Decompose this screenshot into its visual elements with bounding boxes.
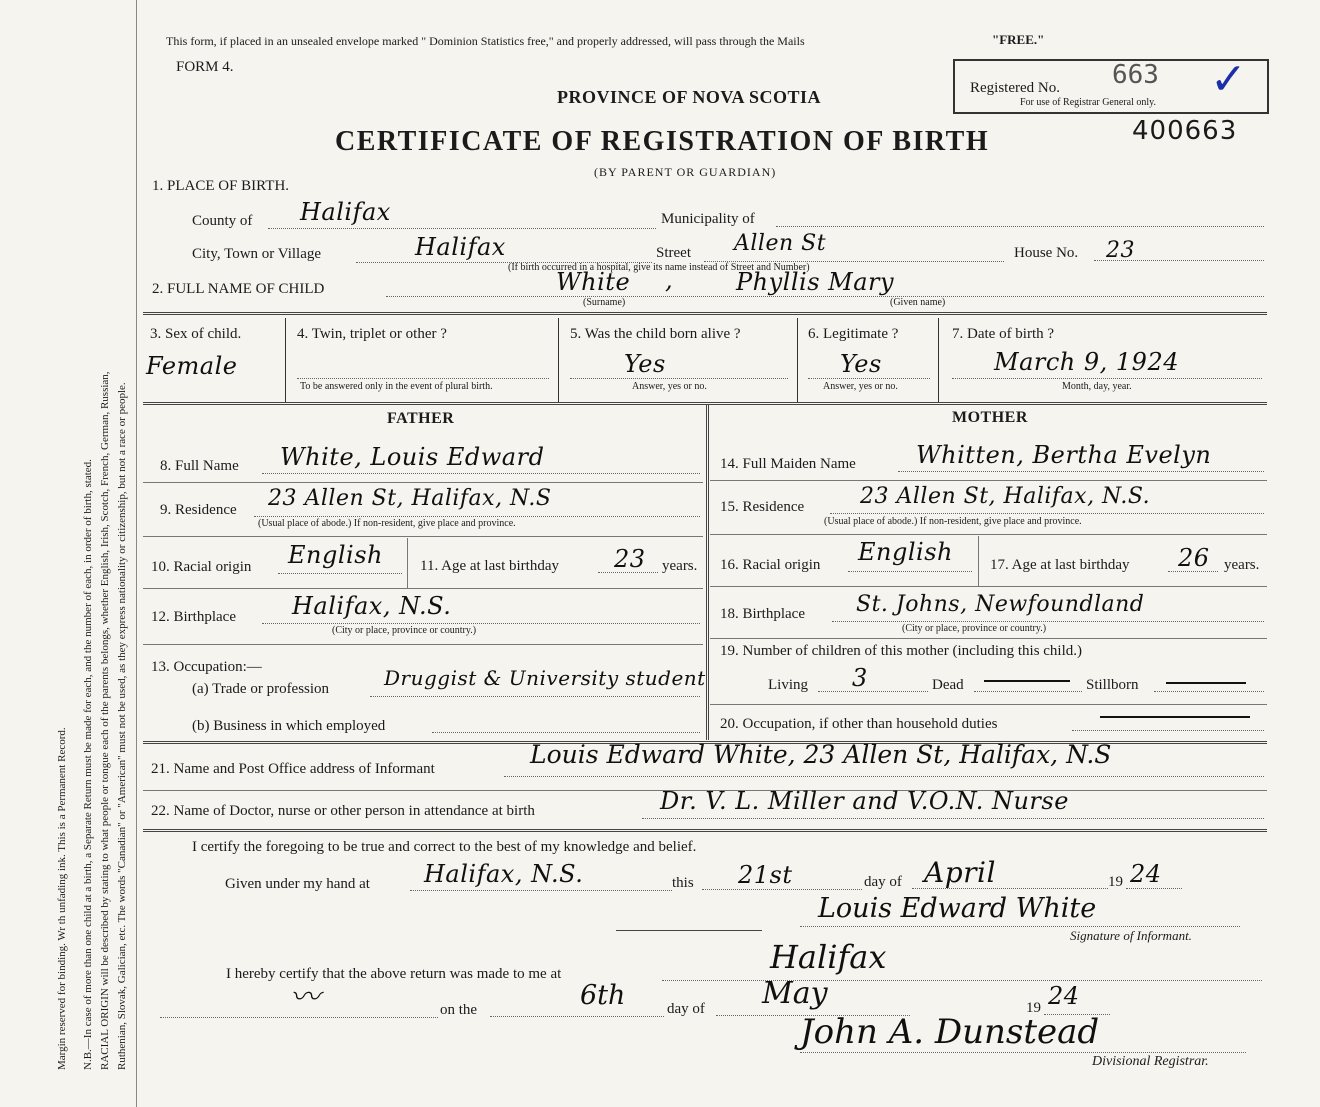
margin-note-racial-origin: RACIAL ORIGIN will be described by stating to what people or tongue each of the parents belongs, whether English, Irish, Scotch, French, German, Russian,: [99, 371, 111, 1070]
registrar-year: 24: [1048, 982, 1080, 1010]
dob-label: 7. Date of birth ?: [952, 326, 1055, 342]
father-res-note: (Usual place of abode.) If non-resident, give place and province.: [258, 518, 516, 529]
form-number: FORM 4.: [176, 59, 234, 75]
doctor-line: [642, 818, 1264, 819]
given-line: [410, 890, 672, 891]
mother-race-divider: [978, 536, 979, 586]
legitimate-label: 6. Legitimate ?: [808, 326, 899, 342]
father-res-label: 9. Residence: [160, 502, 237, 518]
col-divider-3: [285, 318, 286, 402]
twin-note: To be answered only in the event of plural birth.: [300, 381, 493, 392]
county-value: Halifax: [300, 198, 391, 226]
dob-note: Month, day, year.: [1062, 381, 1132, 392]
place-heading: 1. PLACE OF BIRTH.: [152, 178, 290, 194]
child-name-comma: ,: [665, 266, 674, 294]
legitimate-note: Answer, yes or no.: [823, 381, 898, 392]
row-line-f3: [143, 588, 703, 589]
mother-heading: MOTHER: [952, 409, 1028, 426]
mother-name-label: 14. Full Maiden Name: [720, 456, 856, 472]
row-line-m5: [710, 704, 1267, 705]
mother-years: years.: [1224, 557, 1260, 573]
doctor-label: 22. Name of Doctor, nurse or other person in attendance at birth: [151, 803, 535, 819]
dead-line: [974, 691, 1082, 692]
given-place: Halifax, N.S.: [424, 860, 584, 888]
trade-line: [370, 696, 700, 697]
father-bp-line: [262, 623, 700, 624]
on-the-label: on the: [440, 1002, 478, 1018]
trade-value: Druggist & University student: [384, 666, 706, 690]
mother-res-note: (Usual place of abode.) If non-resident, give place and province.: [824, 516, 1082, 527]
divider-4: [143, 829, 1267, 832]
row-line-f1: [143, 482, 703, 483]
house-label: House No.: [1014, 245, 1079, 261]
signature-line: [616, 930, 762, 931]
business-line: [432, 732, 700, 733]
father-bp-note: (City or place, province or country.): [332, 625, 477, 636]
registrar-sig-line: [800, 1052, 1246, 1053]
certify-statement: I certify the foregoing to be true and correct to the best of my knowledge and belief.: [192, 839, 697, 855]
row-line-m3: [710, 586, 1267, 587]
margin-note-binding: Margin reserved for binding. Wr th unfading ink. This is a Permanent Record.: [56, 727, 68, 1070]
alive-value: Yes: [624, 350, 666, 378]
year-line: [1126, 888, 1182, 889]
certificate-title: CERTIFICATE OF REGISTRATION OF BIRTH: [335, 126, 990, 157]
father-res-line: [254, 516, 700, 517]
mother-occ-label: 20. Occupation, if other than household duties: [720, 716, 998, 732]
postal-free: "FREE.": [992, 32, 1045, 47]
signature-dots: [800, 926, 1240, 927]
informant-signature: Louis Edward White: [818, 893, 1097, 924]
registrar-label: Divisional Registrar.: [1092, 1054, 1209, 1069]
col-divider-4: [558, 318, 559, 402]
dayof-label: day of: [864, 874, 902, 890]
legitimate-line: [808, 378, 930, 379]
father-years: years.: [662, 558, 698, 574]
reg-day-line: [490, 1016, 664, 1017]
registrar-scrawl: 〰: [290, 980, 321, 1015]
father-birthplace: Halifax, N.S.: [292, 592, 452, 620]
reg-year-prefix: 19: [1026, 1000, 1041, 1016]
municipality-label: Municipality of: [661, 211, 755, 227]
row-line-m4: [710, 638, 1267, 639]
given-month: April: [924, 856, 996, 889]
city-value: Halifax: [415, 233, 506, 261]
twin-label: 4. Twin, triplet or other ?: [297, 326, 447, 342]
registrar-place: Halifax: [770, 938, 887, 976]
this-label: this: [672, 875, 694, 891]
child-surname: White: [556, 268, 631, 296]
father-age: 23: [614, 545, 646, 573]
living-label: Living: [768, 677, 808, 693]
sex-label: 3. Sex of child.: [150, 326, 242, 342]
dob-value: March 9, 1924: [994, 348, 1179, 376]
mother-occ-dash: [1100, 716, 1250, 718]
year-suffix: 24: [1130, 860, 1162, 888]
county-label: County of: [192, 213, 253, 229]
child-name-line: [386, 296, 1264, 297]
mother-residence: 23 Allen St, Halifax, N.S.: [860, 484, 1151, 509]
registrar-statement: I hereby certify that the above return was made to me at: [226, 966, 562, 982]
father-race-divider: [407, 538, 408, 588]
mother-age-label: 17. Age at last birthday: [990, 557, 1130, 573]
twin-line: [297, 378, 549, 379]
informant-line: [504, 776, 1264, 777]
street-value: Allen St: [734, 231, 827, 256]
father-heading: FATHER: [387, 410, 455, 427]
margin-note-nationality: Ruthenian, Slovak, Galician, etc. The words "Canadian" or "American" must not be used, as they express nationality or citizenship, but not a race or people.: [116, 382, 128, 1070]
mother-race-label: 16. Racial origin: [720, 557, 821, 573]
house-value: 23: [1106, 238, 1135, 263]
father-name-label: 8. Full Name: [160, 458, 239, 474]
province-heading: PROVINCE OF NOVA SCOTIA: [557, 87, 822, 107]
row-line-m2: [710, 534, 1267, 535]
margin-note-plural-births: N.B.—In case of more than one child at a birth, a Separate Return must be made for each, and the number of each, in order of birth, stated.: [82, 459, 94, 1070]
mother-age: 26: [1178, 544, 1210, 572]
surname-note: (Surname): [583, 297, 626, 308]
registered-stamp: 663: [1112, 60, 1159, 90]
municipality-line: [776, 226, 1264, 227]
given-day: 21st: [738, 861, 793, 889]
father-bp-label: 12. Birthplace: [151, 609, 236, 625]
mother-occ-line: [1072, 730, 1264, 731]
child-given-name: Phyllis Mary: [736, 268, 895, 296]
mother-bp-label: 18. Birthplace: [720, 606, 805, 622]
father-name-line: [262, 473, 700, 474]
registered-sub: For use of Registrar General only.: [1020, 97, 1156, 108]
registrar-signature: John A. Dunstead: [800, 1012, 1100, 1052]
parents-divider: [706, 405, 709, 740]
mother-race-line: [848, 571, 972, 572]
signature-label: Signature of Informant.: [1070, 928, 1192, 943]
row-line-f2: [143, 536, 703, 537]
reg-dayof-label: day of: [667, 1001, 705, 1017]
alive-label: 5. Was the child born alive ?: [570, 326, 741, 342]
doctor-value: Dr. V. L. Miller and V.O.N. Nurse: [660, 787, 1069, 815]
stillborn-label: Stillborn: [1086, 677, 1139, 693]
trade-label: (a) Trade or profession: [192, 681, 330, 697]
registrar-day: 6th: [580, 980, 626, 1011]
father-age-label: 11. Age at last birthday: [420, 558, 559, 574]
col-divider-6: [938, 318, 939, 402]
given-label: Given under my hand at: [225, 876, 370, 892]
certificate-subtitle: (BY PARENT OR GUARDIAN): [594, 165, 777, 179]
street-label: Street: [656, 245, 691, 261]
alive-line: [570, 378, 788, 379]
business-label: (b) Business in which employed: [192, 718, 386, 734]
mother-name-line: [898, 471, 1264, 472]
stillborn-line: [1154, 691, 1264, 692]
county-line: [268, 228, 656, 229]
informant-label: 21. Name and Post Office address of Informant: [151, 761, 435, 777]
child-name-label: 2. FULL NAME OF CHILD: [152, 281, 325, 297]
postal-note: This form, if placed in an unsealed envelope marked " Dominion Statistics free," and properly addressed, will pass through the Mails: [166, 34, 805, 48]
row-line-m1: [710, 480, 1267, 481]
mother-race: English: [858, 538, 953, 566]
father-race-label: 10. Racial origin: [151, 559, 252, 575]
dob-line: [952, 378, 1262, 379]
registration-number: 400663: [1132, 116, 1238, 146]
father-race: English: [288, 541, 383, 569]
given-note: (Given name): [890, 297, 946, 308]
father-residence: 23 Allen St, Halifax, N.S: [268, 486, 552, 511]
mother-name: Whitten, Bertha Evelyn: [916, 441, 1212, 469]
father-name: White, Louis Edward: [280, 443, 545, 471]
year-prefix: 19: [1108, 874, 1123, 890]
check-mark-icon: ✓: [1210, 55, 1247, 104]
registered-label: Registered No.: [970, 80, 1060, 96]
alive-note: Answer, yes or no.: [632, 381, 707, 392]
dead-dash: [984, 680, 1070, 682]
father-race-line: [278, 573, 402, 574]
day-line: [702, 889, 862, 890]
mother-res-label: 15. Residence: [720, 499, 805, 515]
mother-bp-note: (City or place, province or country.): [902, 623, 1047, 634]
living-value: 3: [852, 664, 868, 692]
hospital-note: (If birth occurred in a hospital, give its name instead of Street and Number): [508, 262, 810, 273]
mother-res-line: [830, 513, 1264, 514]
stillborn-dash: [1166, 682, 1246, 684]
living-line: [818, 691, 928, 692]
sex-value: Female: [146, 352, 238, 380]
divider-1: [143, 312, 1267, 315]
city-label: City, Town or Village: [192, 246, 322, 262]
col-divider-5: [797, 318, 798, 402]
legitimate-value: Yes: [840, 350, 882, 378]
mother-bp-line: [832, 621, 1264, 622]
dead-label: Dead: [932, 677, 964, 693]
registrar-left-line: [160, 1017, 438, 1018]
registrar-place-line: [662, 980, 1262, 981]
divider-2: [143, 402, 1267, 405]
children-label: 19. Number of children of this mother (including this child.): [720, 643, 1083, 659]
registrar-month: May: [762, 976, 828, 1011]
mother-birthplace: St. Johns, Newfoundland: [856, 592, 1145, 617]
informant-value: Louis Edward White, 23 Allen St, Halifax, N.S: [530, 740, 1112, 769]
row-line-f4: [143, 644, 703, 645]
occupation-label: 13. Occupation:—: [151, 659, 262, 675]
margin-rule: [136, 0, 137, 1107]
